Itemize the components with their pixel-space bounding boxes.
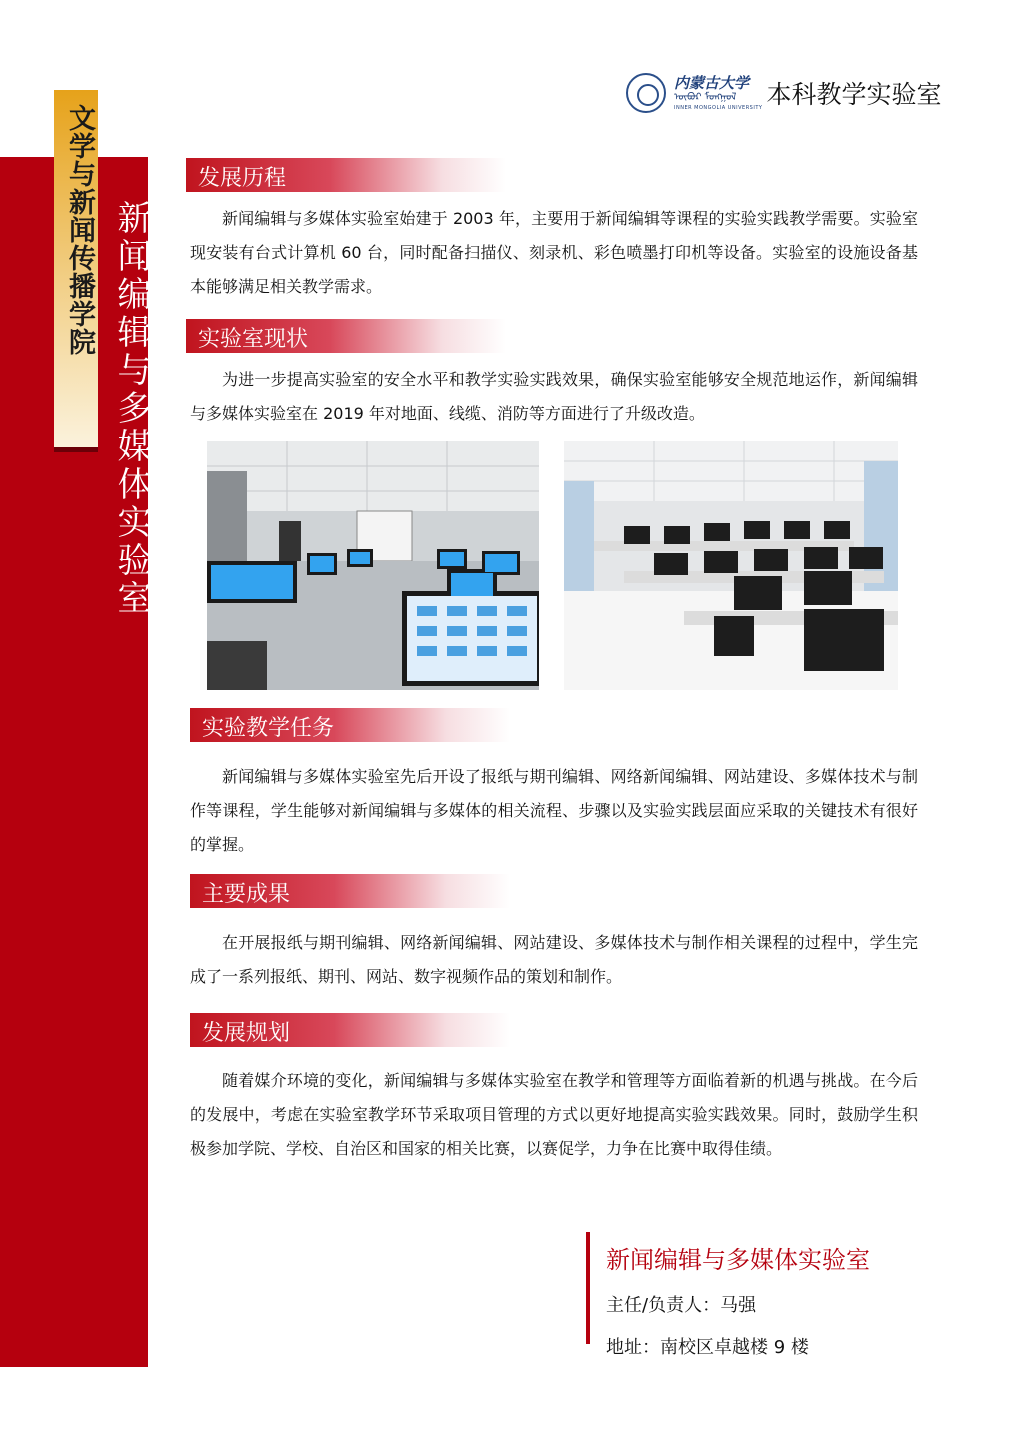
section-heading-results	[190, 874, 510, 908]
section-heading-label: 发展规划	[202, 1021, 291, 1046]
section-heading-label: 实验教学任务	[202, 716, 335, 741]
college-tab	[54, 90, 98, 452]
section-heading-label: 发展历程	[198, 166, 287, 191]
header-title: 本科教学实验室	[766, 80, 942, 109]
university-mongolian: ᠥᠪᠦᠷ ᠮᠣᠩᠭᠣᠯ	[674, 91, 737, 103]
lab-name-vertical: 新闻编辑与多媒体实验室	[111, 200, 151, 618]
university-seal-icon	[626, 73, 666, 113]
section-heading-tasks	[190, 708, 510, 742]
college-name: 文学与新闻传播学院	[64, 104, 95, 356]
section-heading-plan	[190, 1013, 510, 1047]
section-body-results: 在开展报纸与期刊编辑、网络新闻编辑、网站建设、多媒体技术与制作相关课程的过程中，学生完成了一系列报纸、期刊、网站、数字视频作品的策划和制作。	[190, 933, 918, 986]
lab-photo-left	[207, 441, 539, 690]
section-body-plan: 随着媒介环境的变化，新闻编辑与多媒体实验室在教学和管理等方面临着新的机遇与挑战。在今后的发展中，考虑在实验室教学环节采取项目管理的方式以更好地提高实验实践效果。同时，鼓励学生积极参加学院、学校、自治区和国家的相关比赛，以赛促学，力争在比赛中取得佳绩。	[190, 1071, 918, 1158]
university-logo	[674, 73, 763, 111]
section-heading-status	[186, 319, 506, 353]
university-english: INNER MONGOLIA UNIVERSITY	[674, 104, 763, 111]
section-body-history: 新闻编辑与多媒体实验室始建于 2003 年，主要用于新闻编辑等课程的实验实践教学需要。实验室现安装有台式计算机 60 台，同时配备扫描仪、刻录机、彩色喷墨打印机等设备。实验室的设施设备基本能够满足相关教学需求。	[190, 209, 918, 296]
university-name: 内蒙古大学	[674, 73, 750, 92]
section-body-status: 为进一步提高实验室的安全水平和教学实验实践效果，确保实验室能够安全规范地运作，新闻编辑与多媒体实验室在 2019 年对地面、线缆、消防等方面进行了升级改造。	[190, 370, 918, 423]
lab-photo-right	[564, 441, 898, 690]
section-heading-history	[186, 158, 506, 192]
contact-address: 地址：南校区卓越楼 9 楼	[606, 1337, 809, 1358]
contact-lab-name: 新闻编辑与多媒体实验室	[606, 1246, 870, 1274]
section-heading-label: 实验室现状	[198, 327, 309, 352]
section-heading-label: 主要成果	[202, 882, 291, 907]
contact-block	[586, 1232, 870, 1358]
contact-director: 主任/负责人：马强	[606, 1295, 757, 1316]
page-header	[626, 70, 941, 116]
section-body-tasks: 新闻编辑与多媒体实验室先后开设了报纸与期刊编辑、网络新闻编辑、网站建设、多媒体技术与制作等课程，学生能够对新闻编辑与多媒体的相关流程、步骤以及实验实践层面应采取的关键技术有很好的掌握。	[190, 767, 918, 854]
